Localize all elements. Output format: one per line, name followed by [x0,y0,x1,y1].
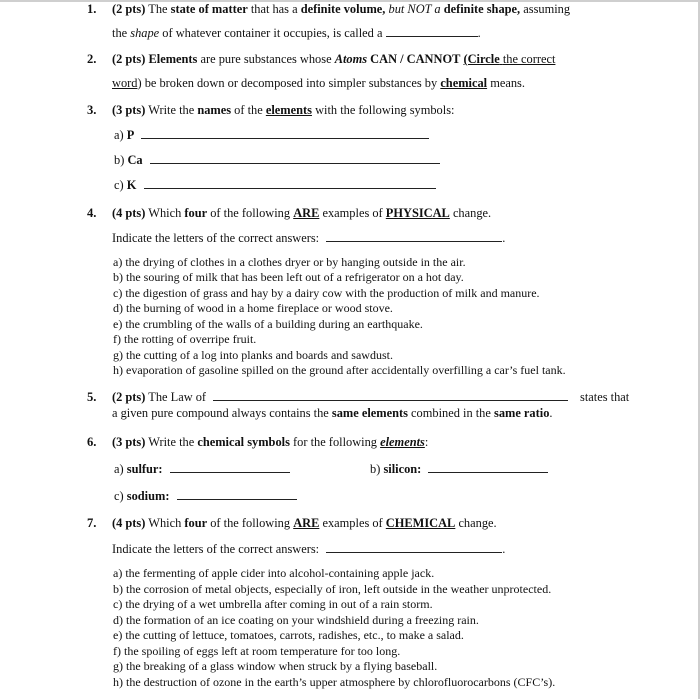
q2-choice-can-cannot[interactable]: CAN / CANNOT [370,52,461,66]
q6-item-a [114,462,290,477]
q4-number: 4. [87,206,97,220]
q2-circle: (Circle [463,52,500,66]
q5-number: 5. [87,390,97,404]
q4-option: d) the burning of wood in a home fireplace or wood stove. [113,301,393,315]
q1-text: The [148,2,168,16]
q3-item-symbol: P [126,128,135,142]
q4-option: b) the souring of milk that has been left out of a refrigerator on a hot day. [113,270,464,284]
q2-text: ) be broken down or decomposed into simpler substances by [137,76,438,90]
q3-item-symbol: K [126,178,137,192]
q2-text: are pure substances whose [200,52,332,66]
q6-silicon-label: silicon: [383,462,422,476]
q1-line2 [112,26,481,41]
q7-number: 7. [87,516,97,530]
q3-item-letter: b) [114,153,125,167]
q1-italic: but NOT a [388,2,441,16]
q7-option: g) the breaking of a glass window when struck by a flying baseball. [113,659,438,673]
q1-bold-volume: definite volume, [300,2,386,16]
q5-bold-same-ratio: same ratio [494,406,550,420]
q6-item-letter: c) [114,489,124,503]
q7-indicate [112,542,505,557]
q5-bold-same-elements: same elements [331,406,408,420]
q3-elements: elements [265,103,312,117]
q3-item-b [114,153,440,168]
q2-circle-rest: the correct [502,52,556,66]
q6-text: for the following [293,435,377,449]
q7-option: c) the drying of a wet umbrella after coming in out of a rain storm. [113,597,433,611]
q6-sodium-blank[interactable] [177,490,297,500]
q4-end: . [502,231,506,245]
q5-law-blank[interactable] [213,391,568,401]
q4-line1 [112,206,491,221]
q3-pts: (3 pts) [112,103,146,117]
q6-silicon-blank[interactable] [428,463,548,473]
q1-line1 [112,2,570,17]
q3-text: of the [234,103,263,117]
q6-text: Write the [148,435,195,449]
q4-text: of the following [210,206,291,220]
q6-number: 6. [87,435,97,449]
q4-option: a) the drying of clothes in a clothes dryer or by hanging outside in the air. [113,255,466,269]
q4-option: e) the crumbling of the walls of a building during an earthquake. [113,317,423,331]
q7-indicate-text: Indicate the letters of the correct answers: [112,542,320,556]
q5-line1 [112,390,568,405]
q5-text: The Law of [148,390,207,404]
q3-a-answer-blank[interactable] [141,129,429,139]
q6-pts: (3 pts) [112,435,146,449]
q7-text: Which [148,516,182,530]
q1-answer-blank[interactable] [386,27,478,37]
q4-physical: PHYSICAL [385,206,450,220]
q4-option: f) the rotting of overripe fruit. [113,332,257,346]
q1-text: assuming [523,2,571,16]
q4-indicate-text: Indicate the letters of the correct answers: [112,231,320,245]
q4-text: examples of [322,206,383,220]
q4-text: change. [452,206,492,220]
q4-bold-four: four [184,206,208,220]
q1-text: the [112,26,128,40]
q5-states-that: states that [580,390,630,404]
q2-text: means. [490,76,525,90]
q2-pts: (2 pts) [112,52,146,66]
q2-number: 2. [87,52,97,66]
q2-line1 [112,52,555,67]
q6-elements: elements [380,435,425,449]
q3-item-c [114,178,436,193]
q2-word: word [112,76,138,90]
q6-sodium-label: sodium: [126,489,170,503]
q1-bold-state: state of matter [170,2,248,16]
q3-b-answer-blank[interactable] [150,154,440,164]
q3-text: Write the [148,103,195,117]
q7-chemical: CHEMICAL [385,516,456,530]
q3-item-a [114,128,429,143]
q4-pts: (4 pts) [112,206,146,220]
q6-item-letter: b) [370,462,381,476]
q7-end: . [502,542,506,556]
q5-end: . [549,406,553,420]
q1-text: that has a [250,2,298,16]
q4-answer-blank[interactable] [326,232,502,242]
q6-item-c [114,489,297,504]
q7-text: of the following [210,516,291,530]
q7-pts: (4 pts) [112,516,146,530]
q6-colon: : [424,435,429,449]
q7-bold-four: four [184,516,208,530]
q4-are: ARE [293,206,320,220]
q6-sulfur-label: sulfur: [126,462,163,476]
q7-option: a) the fermenting of apple cider into alcohol-containing apple jack. [113,566,435,580]
q3-line1 [112,103,454,118]
q6-sulfur-blank[interactable] [170,463,290,473]
q7-line1 [112,516,497,531]
q3-bold-names: names [197,103,232,117]
q2-bold-elements: Elements [148,52,198,66]
q1-end: . [477,26,481,40]
q7-option: f) the spoiling of eggs left at room temperature for too long. [113,644,401,658]
q4-option: h) evaporation of gasoline spilled on the ground after accidentally overfilling a car’s fuel tank. [113,363,566,377]
q2-italic-atoms: Atoms [334,52,368,66]
q6-bold-symbols: chemical symbols [197,435,290,449]
q1-text: of whatever container it occupies, is called a [162,26,383,40]
q6-line1 [112,435,428,450]
q5-text: combined in the [411,406,491,420]
q1-number: 1. [87,2,97,16]
q3-c-answer-blank[interactable] [144,179,436,189]
q7-option: b) the corrosion of metal objects, especially of iron, left outside in the weather unprotected. [113,582,552,596]
q2-line2 [112,76,525,91]
q4-option: g) the cutting of a log into planks and boards and sawdust. [113,348,393,362]
q3-item-letter: a) [114,128,124,142]
q3-number: 3. [87,103,97,117]
q5-text: a given pure compound always contains the [112,406,329,420]
q4-option: c) the digestion of grass and hay by a dairy cow with the production of milk and manure. [113,286,540,300]
q4-text: Which [148,206,182,220]
q1-pts: (2 pts) [112,2,146,16]
q1-bold-shape: definite shape, [443,2,521,16]
q7-option: d) the formation of an ice coating on your windshield during a freezing rain. [113,613,479,627]
q7-text: change. [458,516,497,530]
q1-italic-shape: shape [130,26,160,40]
q6-item-b [370,462,548,477]
q7-option: e) the cutting of lettuce, tomatoes, carrots, radishes, etc., to make a salad. [113,628,464,642]
q7-are: ARE [293,516,320,530]
q5-line2 [112,406,553,421]
q5-pts: (2 pts) [112,390,146,404]
q4-indicate [112,231,505,246]
q6-item-letter: a) [114,462,124,476]
q3-item-letter: c) [114,178,124,192]
q7-answer-blank[interactable] [326,543,502,553]
q3-item-symbol: Ca [127,153,143,167]
q7-text: examples of [322,516,383,530]
q3-text: with the following symbols: [315,103,455,117]
q2-chemical: chemical [440,76,488,90]
q7-option: h) the destruction of ozone in the earth’s upper atmosphere by chlorofluorocarbons (CFC’s). [113,675,556,689]
